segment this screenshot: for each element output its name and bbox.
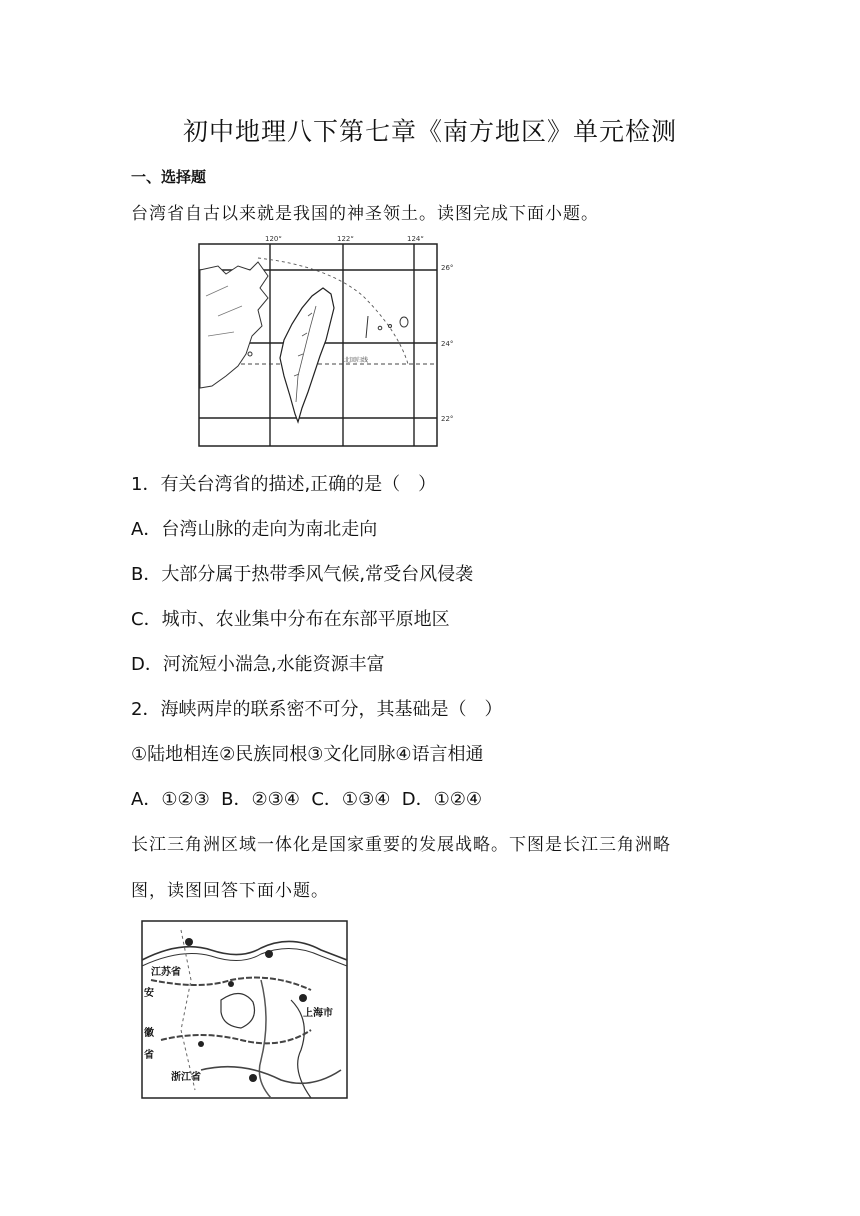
lon-label: 120° (265, 236, 282, 243)
map2-label: 安 (144, 988, 154, 999)
map2-label: 上海市 (303, 1008, 333, 1019)
map2-label: 省 (144, 1050, 154, 1061)
yangtze-delta-map (141, 920, 349, 1100)
lon-label: 122° (337, 236, 354, 243)
page-title: 初中地理八下第七章《南方地区》单元检测 (182, 117, 677, 146)
lat-label: 24° (441, 340, 454, 348)
q1-option-d: D．河流短小湍急,水能资源丰富 (131, 654, 385, 675)
q1-option-b: B．大部分属于热带季风气候,常受台风侵袭 (131, 564, 474, 585)
lat-label: 22° (441, 415, 454, 423)
intro-yangtze-line1: 长江三角洲区域一体化是国家重要的发展战略。下图是长江三角洲略 (131, 835, 671, 855)
q1-stem: 1．有关台湾省的描述,正确的是（ ） (131, 474, 437, 495)
q2-options: A．①②③ B．②③④ C．①③④ D．①②④ (131, 789, 483, 810)
q1-option-c: C．城市、农业集中分布在东部平原地区 (131, 609, 450, 630)
intro-yangtze-line2: 图，读图回答下面小题。 (131, 881, 329, 901)
intro-taiwan: 台湾省自古以来就是我国的神圣领土。读图完成下面小题。 (131, 204, 599, 224)
q2-items: ①陆地相连②民族同根③文化同脉④语言相通 (131, 744, 484, 765)
map2-label: 徽 (144, 1028, 154, 1039)
taiwan-map (198, 236, 458, 448)
map2-label: 浙江省 (171, 1072, 201, 1083)
tropic-label: 北回归线 (344, 357, 369, 364)
q1-option-a: A．台湾山脉的走向为南北走向 (131, 519, 378, 540)
lat-label: 26° (441, 264, 454, 272)
lon-label: 124° (407, 236, 424, 243)
map2-label: 江苏省 (151, 967, 181, 978)
section-heading: 一、选择题 (131, 168, 207, 186)
q2-stem: 2．海峡两岸的联系密不可分，其基础是（ ） (131, 699, 503, 720)
